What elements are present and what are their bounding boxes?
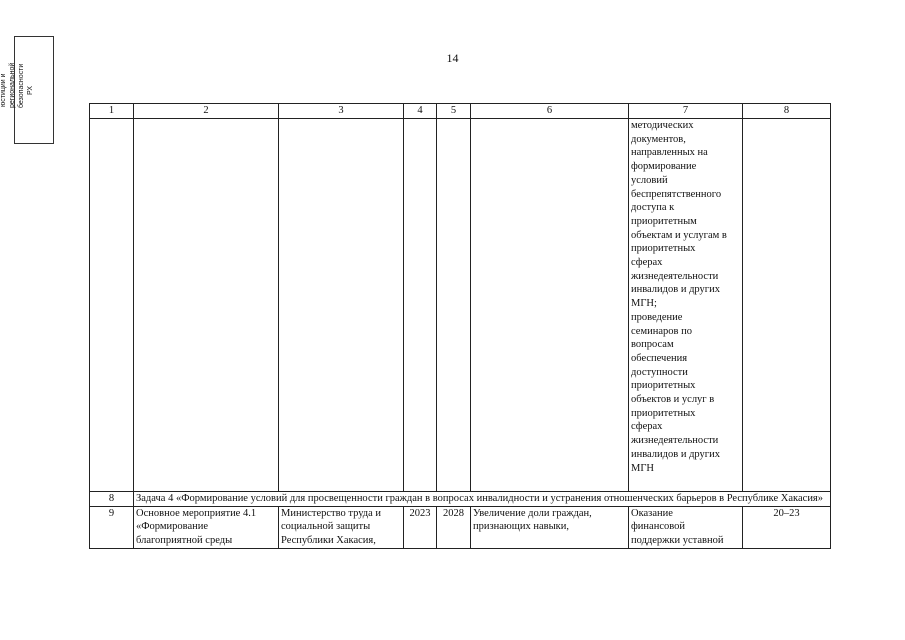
table-cell <box>90 119 134 492</box>
column-header: 4 <box>404 104 437 119</box>
column-header: 7 <box>629 104 743 119</box>
measure-name-cell: Основное мероприятие 4.1 «Формирование благоприятной среды <box>134 506 279 548</box>
start-year-cell: 2023 <box>404 506 437 548</box>
end-year-cell: 2028 <box>437 506 471 548</box>
table-cell <box>404 119 437 492</box>
table-row-continuation <box>90 119 831 492</box>
column-header: 3 <box>279 104 404 119</box>
expected-result-cell: Увеличение доли граждан, признающих навыки, <box>471 506 629 548</box>
column-header: 2 <box>134 104 279 119</box>
table-header-row <box>90 104 831 119</box>
table-row-task <box>90 492 831 507</box>
indicator-link-cell: 20–23 <box>743 506 831 548</box>
table-cell <box>279 119 404 492</box>
results-cell: методических документов, направленных на формирование условий беспрепятственного доступа к приоритетным объектам и услугам в приоритетных сферах жизнедеятельности инвалидов и других МГН; проведение семинаров по вопросам обеспечения доступности приоритетных объектов и услуг в приоритетных сферах жизнедеятельности инвалидов и других МГН <box>629 119 743 492</box>
executor-cell: Министерство труда и социальной защиты Республики Хакасия, <box>279 506 404 548</box>
table-cell <box>471 119 629 492</box>
column-header: 8 <box>743 104 831 119</box>
page-number: 14 <box>446 51 459 65</box>
row-number: 8 <box>90 492 134 507</box>
column-header: 5 <box>437 104 471 119</box>
table-row-measure <box>90 506 831 548</box>
column-header: 1 <box>90 104 134 119</box>
table-cell <box>134 119 279 492</box>
directions-cell: Оказание финансовой поддержки уставной <box>629 506 743 548</box>
column-header: 6 <box>471 104 629 119</box>
task-heading: Задача 4 «Формирование условий для просвещенности граждан в вопросах инвалидности и устранения отношенческих барьеров в Республике Хакасия» <box>134 492 831 507</box>
measures-table <box>89 103 831 549</box>
table-cell <box>743 119 831 492</box>
table-cell <box>437 119 471 492</box>
stamp-text: юстиции и региональной безопасности РХ <box>0 62 34 108</box>
row-number: 9 <box>90 506 134 548</box>
